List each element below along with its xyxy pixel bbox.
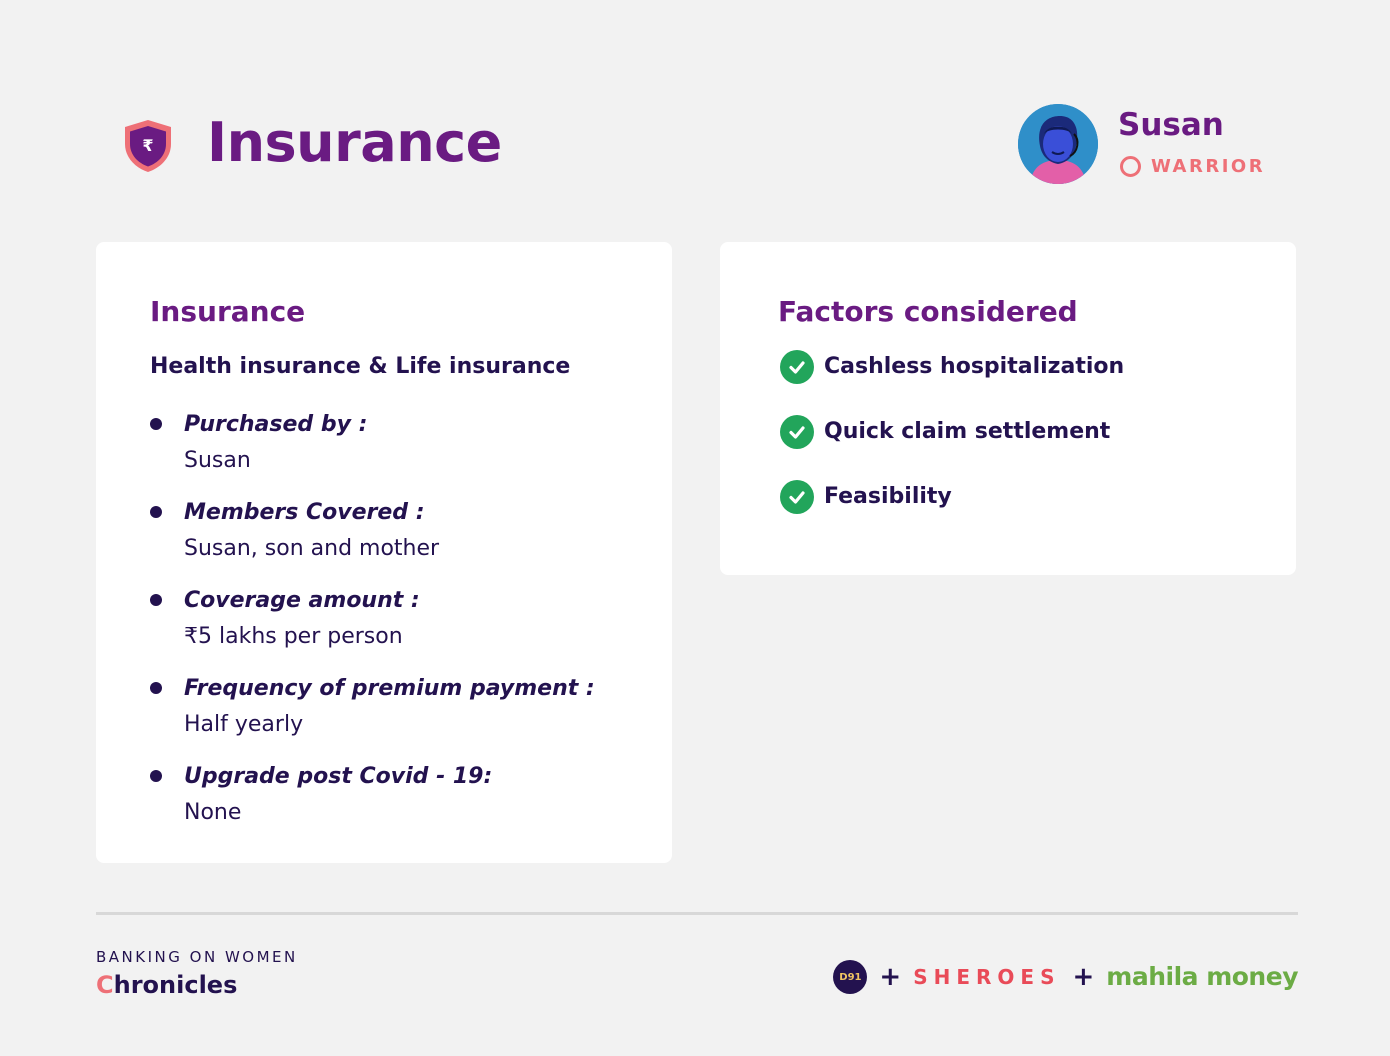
footer-series-label: BANKING ON WOMEN (96, 948, 298, 966)
footer-divider (96, 912, 1298, 915)
list-item (150, 762, 595, 850)
persona-badge (1120, 156, 1265, 177)
factor-label: Quick claim settlement (824, 419, 1111, 444)
factors-list (780, 352, 1124, 547)
insurance-card-subtitle: Health insurance & Life insurance (150, 354, 571, 379)
shield-rupee-icon (121, 118, 175, 174)
sheroes-logo: SHEROES (913, 965, 1061, 989)
insurance-detail-list (150, 410, 595, 850)
mahila-money-logo: mahila money (1106, 962, 1298, 991)
partner-logos (833, 958, 1298, 996)
list-item (150, 674, 595, 762)
factor-label: Feasibility (824, 484, 952, 509)
brand-rest: hronicles (113, 971, 238, 999)
plus-sign: + (1072, 962, 1095, 992)
footer-brand (96, 969, 237, 1001)
factors-card (720, 242, 1296, 575)
detail-label: Members Covered : (184, 500, 425, 525)
list-item (150, 410, 595, 498)
insurance-card-title: Insurance (150, 295, 306, 328)
check-circle-icon (780, 480, 814, 514)
ring-icon (1120, 156, 1141, 177)
d91-logo: D91 (833, 960, 867, 994)
detail-value: Susan, son and mother (184, 536, 440, 561)
persona-label: WARRIOR (1151, 156, 1266, 177)
user-name: Susan (1118, 107, 1224, 143)
bullet-icon (150, 594, 162, 606)
bullet-icon (150, 506, 162, 518)
insurance-card (96, 242, 672, 863)
factor-label: Cashless hospitalization (824, 354, 1125, 379)
bullet-icon (150, 418, 162, 430)
detail-label: Upgrade post Covid - 19: (184, 764, 493, 789)
detail-value: Half yearly (184, 712, 304, 737)
avatar (1018, 104, 1098, 184)
bullet-icon (150, 770, 162, 782)
page-title: Insurance (207, 111, 502, 174)
brand-initial: C (96, 971, 114, 999)
bullet-icon (150, 682, 162, 694)
svg-text:₹: ₹ (142, 136, 154, 155)
detail-value: Susan (184, 448, 251, 473)
detail-label: Coverage amount : (184, 588, 420, 613)
check-circle-icon (780, 350, 814, 384)
plus-sign: + (879, 962, 902, 992)
detail-label: Frequency of premium payment : (184, 676, 595, 701)
list-item (780, 417, 1124, 447)
list-item (150, 498, 595, 586)
list-item (780, 352, 1124, 382)
list-item (780, 482, 1124, 512)
check-circle-icon (780, 415, 814, 449)
detail-label: Purchased by : (184, 412, 368, 437)
list-item (150, 586, 595, 674)
factors-card-title: Factors considered (778, 295, 1078, 328)
detail-value: None (184, 800, 242, 825)
detail-value: ₹5 lakhs per person (184, 624, 403, 649)
